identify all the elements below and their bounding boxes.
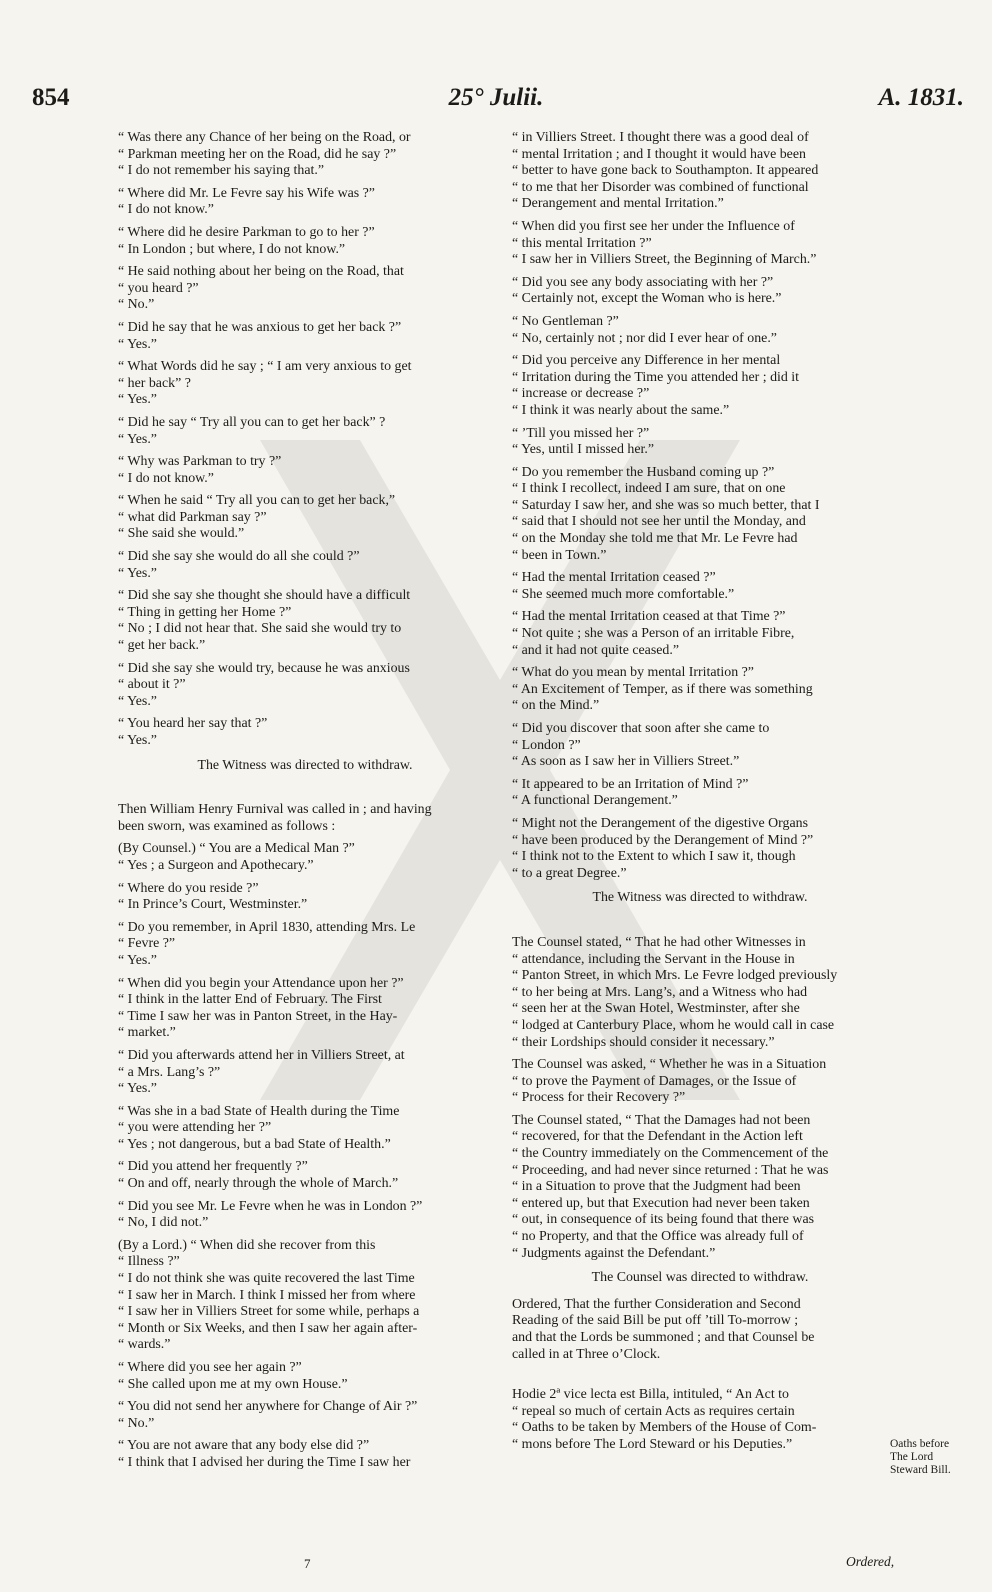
testimony-paragraph: “ ’Till you missed her ?” “ Yes, until I missed her.” — [512, 425, 654, 458]
testimony-paragraph: “ What Words did he say ; “ I am very anxious to get “ her back” ? “ Yes.” — [118, 359, 412, 408]
testimony-paragraph: “ in Villiers Street. I thought there was a good deal of “ mental Irritation ; and I thought it would have been “ better to have gone back to Southampton. It appeared “ to me that her Disorder was combined of functional “ Derangement and mental Irritation.” — [512, 130, 819, 212]
testimony-paragraph: “ Had the mental Irritation ceased ?” “ She seemed much more comfortable.” — [512, 570, 735, 602]
testimony-paragraph: “ Where did you see her again ?” “ She called upon me at my own House.” — [118, 1360, 348, 1392]
testimony-paragraph: “ Did you discover that soon after she came to “ London ?” “ As soon as I saw her in Villiers Street.” — [512, 721, 770, 770]
testimony-paragraph: “ Did you see Mr. Le Fevre when he was in London ?” “ No, I did not.” — [118, 1198, 423, 1231]
running-title: 25° Julii. — [448, 84, 544, 111]
testimony-paragraph: “ Was she in a bad State of Health during the Time “ you were attending her ?” “ Yes ; not dangerous, but a bad State of Health.” — [118, 1103, 400, 1152]
testimony-paragraph: (By Counsel.) “ You are a Medical Man ?” “ Yes ; a Surgeon and Apothecary.” — [118, 841, 355, 873]
testimony-paragraph: “ Did she say she thought she should have a difficult “ Thing in getting her Home ?” “ No ; I did not hear that. She said she would try to “ get her back.” — [118, 588, 411, 654]
ordered-paragraph: Ordered, That the further Consideration and Second Reading of the said Bill be put off ’till To-morrow ; and that the Lords be summoned ; and that Counsel be called in at Three o’Clock. — [512, 1296, 815, 1362]
counsel-paragraph: The Counsel was asked, “ Whether he was in a Situation “ to prove the Payment of Damages, or the Issue of “ Process for their Recovery ?” — [512, 1057, 827, 1106]
testimony-paragraph: Then William Henry Furnival was called in ; and having been sworn, was examined as follows : — [118, 802, 432, 834]
testimony-paragraph: “ Did she say she would try, because he was anxious “ about it ?” “ Yes.” — [118, 660, 410, 709]
testimony-paragraph: “ He said nothing about her being on the Road, that “ you heard ?” “ No.” — [118, 264, 404, 313]
bill-reading-paragraph: Hodie 2ª vice lecta est Billa, intituled, “ An Act to “ repeal so much of certain Acts as requires certain “ Oaths to be taken by Members of the House of Com- “ mons before The Lord Steward or his Deputies.” — [512, 1387, 817, 1452]
testimony-paragraph: “ Did you attend her frequently ?” “ On and off, nearly through the whole of March.” — [118, 1159, 399, 1192]
testimony-paragraph: “ It appeared to be an Irritation of Mind ?” “ A functional Derangement.” — [512, 776, 749, 809]
right-column — [512, 130, 888, 1460]
testimony-paragraph: “ Where did he desire Parkman to go to her ?” “ In London ; but where, I do not know.” — [118, 224, 375, 257]
testimony-paragraph: “ When did you begin your Attendance upon her ?” “ I think in the latter End of February. The First “ Time I saw her was in Panton Street, in the Hay- “ market.” — [118, 975, 404, 1041]
catchword: Ordered, — [846, 1554, 895, 1569]
testimony-paragraph: “ When did you first see her under the Influence of “ this mental Irritation ?” “ I saw her in Villiers Street, the Beginning of March.” — [512, 218, 817, 268]
page-number: 854 — [32, 84, 70, 111]
testimony-paragraph: “ What do you mean by mental Irritation ?” “ An Excitement of Temper, as if there was something “ on the Mind.” — [512, 665, 813, 714]
testimony-paragraph: “ Did she say she would do all she could ?” “ Yes.” — [118, 549, 360, 581]
testimony-paragraph: “ Where do you reside ?” “ In Prince’s Court, Westminster.” — [118, 880, 308, 913]
testimony-paragraph: “ You heard her say that ?” “ Yes.” — [118, 716, 268, 748]
testimony-paragraph: “ No Gentleman ?” “ No, certainly not ; nor did I ever hear of one.” — [512, 313, 777, 346]
testimony-paragraph: “ Did he say that he was anxious to get her back ?” “ Yes.” — [118, 319, 402, 352]
testimony-paragraph: “ Do you remember the Husband coming up ?” “ I think I recollect, indeed I am sure, that on one “ Saturday I saw her, and she was so much better, that I “ said that I should not see her until the Monday, and “ on the Monday she told me that Mr. Le Fevre had “ been in Town.” — [512, 464, 820, 563]
signature-mark: 7 — [304, 1556, 311, 1571]
testimony-paragraph: “ Might not the Derangement of the digestive Organs “ have been produced by the Derangement of Mind ?” “ I think not to the Extent to which I saw it, though “ to a great Degree.” — [512, 815, 814, 881]
testimony-paragraph: “ Did you see any body associating with her ?” “ Certainly not, except the Woman who is here.” — [512, 274, 782, 307]
counsel-paragraph: The Counsel stated, “ That he had other Witnesses in “ attendance, including the Servant in the House in “ Panton Street, in which Mrs. Le Fevre lodged previously “ to her being at Mrs. Lang’s, and a Witness who had “ seen her at the Swan Hotel, Westminster, after she “ lodged at Canterbury Place, whom he would call in case “ their Lordships should consider it necessary.” — [512, 934, 838, 1050]
left-column — [118, 130, 492, 1478]
withdraw-note: The Counsel was directed to withdraw. — [591, 1270, 809, 1286]
testimony-paragraph: “ You did not send her anywhere for Change of Air ?” “ No.” — [118, 1399, 418, 1431]
testimony-paragraph: (By a Lord.) “ When did she recover from this “ Illness ?” “ I do not think she was quite recovered the last Time “ I saw her in March. I think I missed her from where “ I saw her in Villiers Street for some while, perhaps a “ Month or Six Weeks, and then I saw her again after- “ wards.” — [118, 1237, 420, 1353]
withdraw-note: The Witness was directed to withdraw. — [592, 890, 808, 906]
testimony-paragraph: “ You are not aware that any body else did ?” “ I think that I advised her during the Time I saw her — [118, 1438, 411, 1470]
section-gap — [512, 1369, 888, 1387]
testimony-paragraph: “ Did you afterwards attend her in Villiers Street, at “ a Mrs. Lang’s ?” “ Yes.” — [118, 1047, 405, 1097]
testimony-paragraph: “ Do you remember, in April 1830, attending Mrs. Le “ Fevre ?” “ Yes.” — [118, 919, 416, 968]
testimony-paragraph: “ Did you perceive any Difference in her mental “ Irritation during the Time you attended her ; did it “ increase or decrease ?” “ I think it was nearly about the same.” — [512, 353, 800, 418]
testimony-paragraph: “ When he said “ Try all you can to get her back,” “ what did Parkman say ?” “ She said she would.” — [118, 493, 396, 542]
counsel-paragraph: The Counsel stated, “ That the Damages had not been “ recovered, for that the Defendant in the Action left “ the Country immediately on the Commencement of the “ Proceeding, and had never since returned : That he was “ in a Situation to prove that the Judgment had been “ entered up, but that Execution had never been taken “ out, in consequence of its being found that there was “ no Property, and that the Office was already full of “ Judgments against the Defendant.” — [512, 1112, 829, 1261]
margin-note: Oaths before The Lord Steward Bill. — [890, 1438, 951, 1476]
year: A. 1831. — [878, 84, 964, 111]
withdraw-note: The Witness was directed to withdraw. — [197, 757, 413, 773]
testimony-paragraph: “ Was there any Chance of her being on the Road, or “ Parkman meeting her on the Road, did he say ?” “ I do not remember his saying that.” — [118, 130, 411, 179]
testimony-paragraph: “ Why was Parkman to try ?” “ I do not know.” — [118, 454, 282, 486]
testimony-paragraph: “ Did he say “ Try all you can to get her back” ? “ Yes.” — [118, 414, 386, 447]
testimony-paragraph: “ Where did Mr. Le Fevre say his Wife was ?” “ I do not know.” — [118, 185, 375, 218]
section-gap — [512, 917, 888, 935]
section-gap — [118, 784, 492, 802]
testimony-paragraph: “ Had the mental Irritation ceased at that Time ?” “ Not quite ; she was a Person of an irritable Fibre, “ and it had not quite ceased.” — [512, 609, 795, 658]
